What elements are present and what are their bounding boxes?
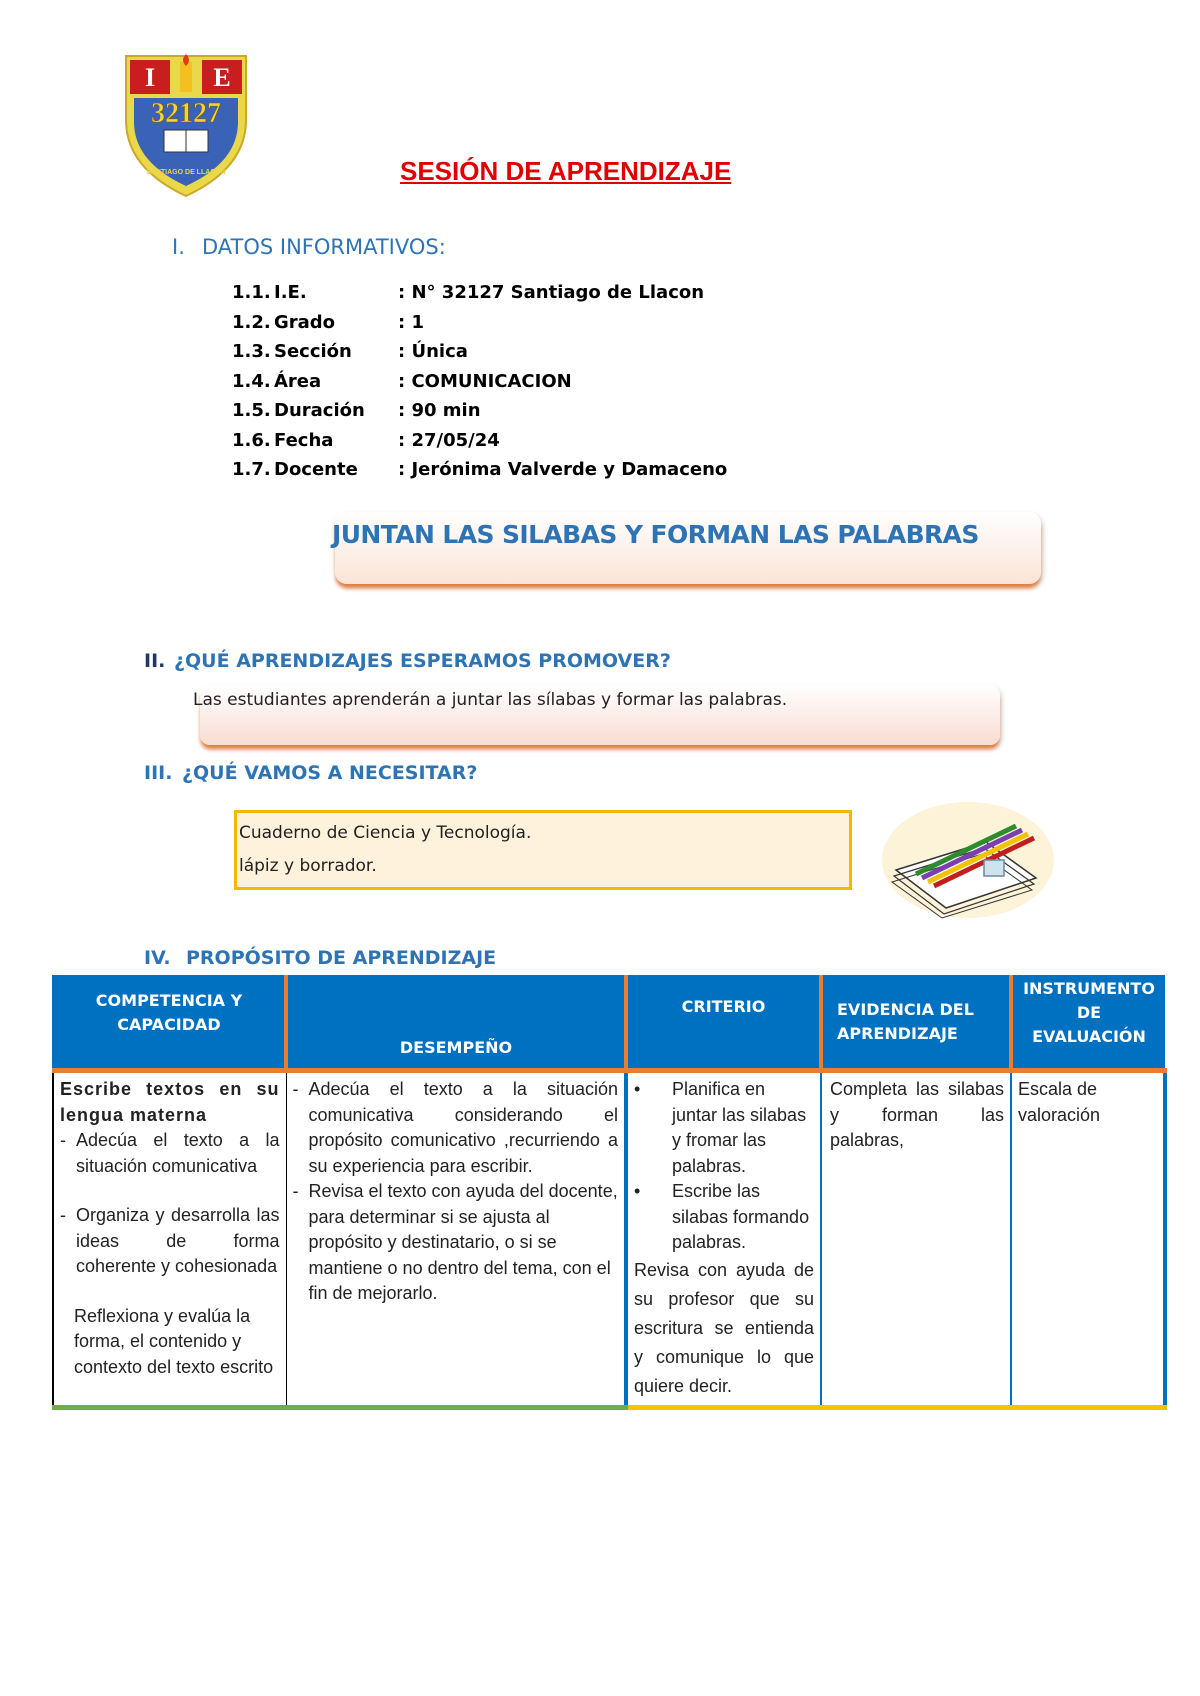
section-1-number: I.: [172, 235, 185, 259]
section-2-heading: [144, 650, 671, 672]
competency-title: Escribe textos en su lengua materna: [60, 1079, 280, 1125]
table-header-row: [53, 975, 1165, 1071]
info-num: 1.7.: [232, 459, 271, 481]
capacity-text: Organiza y desarrolla las ideas de forma coherente y cohesionada: [76, 1205, 280, 1276]
info-value: : 27/05/24: [398, 429, 500, 451]
info-row: [232, 278, 727, 308]
info-row: [232, 455, 727, 485]
info-row: [232, 367, 727, 397]
section-4-heading: [144, 947, 496, 969]
logo-number: 32127: [151, 98, 221, 129]
header-instrumento: INSTRUMENTO DE EVALUACIÓN: [1011, 975, 1165, 1071]
info-value: : 1: [398, 311, 424, 333]
materials-box: [234, 810, 852, 890]
cell-instrumento: Escala de valoración: [1011, 1071, 1165, 1408]
criterion-paragraph: Revisa con ayuda de su profesor que su escritura se entienda y comunique lo que quiere decir.: [634, 1259, 814, 1396]
cell-competencia: [53, 1071, 286, 1408]
material-item: Cuaderno de Ciencia y Tecnología.: [239, 823, 532, 843]
performance-item: - Revisa el texto con ayuda del docente, para determinar si se ajusta al propósito y destinatario, o si se mantiene o no dentro del tema, con el fin de mejorarlo.: [293, 1179, 619, 1307]
header-evidencia: EVIDENCIA DEL APRENDIZAJE: [821, 975, 1011, 1071]
section-2-number: II.: [144, 650, 166, 672]
session-title: SESIÓN DE APRENDIZAJE: [400, 156, 732, 186]
section-3-number: III.: [144, 762, 173, 784]
capacity-text: Adecúa el texto a la situación comunicativa: [76, 1130, 280, 1176]
capacity-item: - Organiza y desarrolla las ideas de forma coherente y cohesionada: [60, 1203, 280, 1280]
section-1-label: DATOS INFORMATIVOS:: [202, 235, 446, 259]
info-label: Sección: [274, 341, 352, 363]
info-row: [232, 426, 727, 456]
logo-banner-text: SANTIAGO DE LLACON: [146, 169, 226, 176]
school-crest-logo: [120, 50, 252, 200]
logo-letter-right: E: [213, 63, 231, 92]
criterion-item: • Escribe las silabas formando palabras.: [634, 1179, 814, 1256]
section-4-label: PROPÓSITO DE APRENDIZAJE: [186, 947, 497, 969]
info-label: Fecha: [274, 429, 334, 451]
criterion-text: Planifica en juntar las silabas y fromar las palabras.: [672, 1079, 807, 1176]
material-item: lápiz y borrador.: [239, 856, 377, 876]
capacity-item: - Adecúa el texto a la situación comunicativa: [60, 1128, 280, 1179]
info-value: : COMUNICACION: [398, 370, 572, 392]
info-label: Docente: [274, 459, 358, 481]
section-3-label: ¿QUÉ VAMOS A NECESITAR?: [182, 762, 478, 784]
header-criterio: CRITERIO: [626, 975, 821, 1071]
info-value: : 90 min: [398, 400, 481, 422]
info-row: [232, 308, 727, 338]
header-competencia: COMPETENCIA Y CAPACIDAD: [53, 975, 286, 1071]
section-3-heading: [144, 762, 477, 784]
criterion-text: Escribe las silabas formando palabras.: [672, 1181, 810, 1252]
info-num: 1.3.: [232, 341, 271, 363]
performance-text: Revisa el texto con ayuda del docente, para determinar si se ajusta al propósito y destinatario, o si se mantiene o no dentro del tema, con el fin de mejorarlo.: [308, 1181, 618, 1303]
info-value: : N° 32127 Santiago de Llacon: [398, 282, 705, 304]
learning-purpose-text: Las estudiantes aprenderán a juntar las sílabas y formar las palabras.: [193, 690, 788, 710]
info-row: [232, 396, 727, 426]
section-4-number: IV.: [144, 947, 171, 969]
capacity-extra: Reflexiona y evalúa la forma, el contenido y contexto del texto escrito: [74, 1305, 274, 1377]
info-label: Duración: [274, 400, 365, 422]
info-value: : Única: [398, 341, 468, 363]
criterion-item: • Planifica en juntar las silabas y fromar las palabras.: [634, 1077, 814, 1179]
logo-letter-left: I: [144, 63, 156, 92]
informative-data-list: [232, 278, 727, 485]
info-num: 1.6.: [232, 429, 271, 451]
info-row: [232, 337, 727, 367]
performance-item: - Adecúa el texto a la situación comunicativa considerando el propósito comunicativo ,recurriendo a su experiencia para escribir.: [293, 1077, 619, 1179]
section-1-heading: [172, 235, 446, 259]
notebook-pencils-icon: [876, 790, 1056, 920]
info-num: 1.5.: [232, 400, 271, 422]
performance-text: Adecúa el texto a la situación comunicativa considerando el propósito comunicativo ,recurriendo a su experiencia para escribir.: [308, 1079, 618, 1176]
cell-criterio: [626, 1071, 821, 1408]
info-num: 1.1.: [232, 282, 271, 304]
cell-desempeno: [286, 1071, 626, 1408]
table-row: [53, 1071, 1165, 1408]
session-topic: JUNTAN LAS SILABAS Y FORMAN LAS PALABRAS: [332, 520, 979, 549]
section-2-label: ¿QUÉ APRENDIZAJES ESPERAMOS PROMOVER?: [174, 650, 671, 672]
cell-evidencia: Completa las silabas y forman las palabras,: [821, 1071, 1011, 1408]
info-label: Grado: [274, 311, 336, 333]
info-num: 1.4.: [232, 370, 271, 392]
info-label: Área: [274, 370, 322, 392]
header-desempeno: DESEMPEÑO: [286, 975, 626, 1071]
info-value: : Jerónima Valverde y Damaceno: [398, 459, 728, 481]
info-num: 1.2.: [232, 311, 271, 333]
learning-purpose-table: [52, 975, 1167, 1410]
info-label: I.E.: [274, 282, 307, 304]
